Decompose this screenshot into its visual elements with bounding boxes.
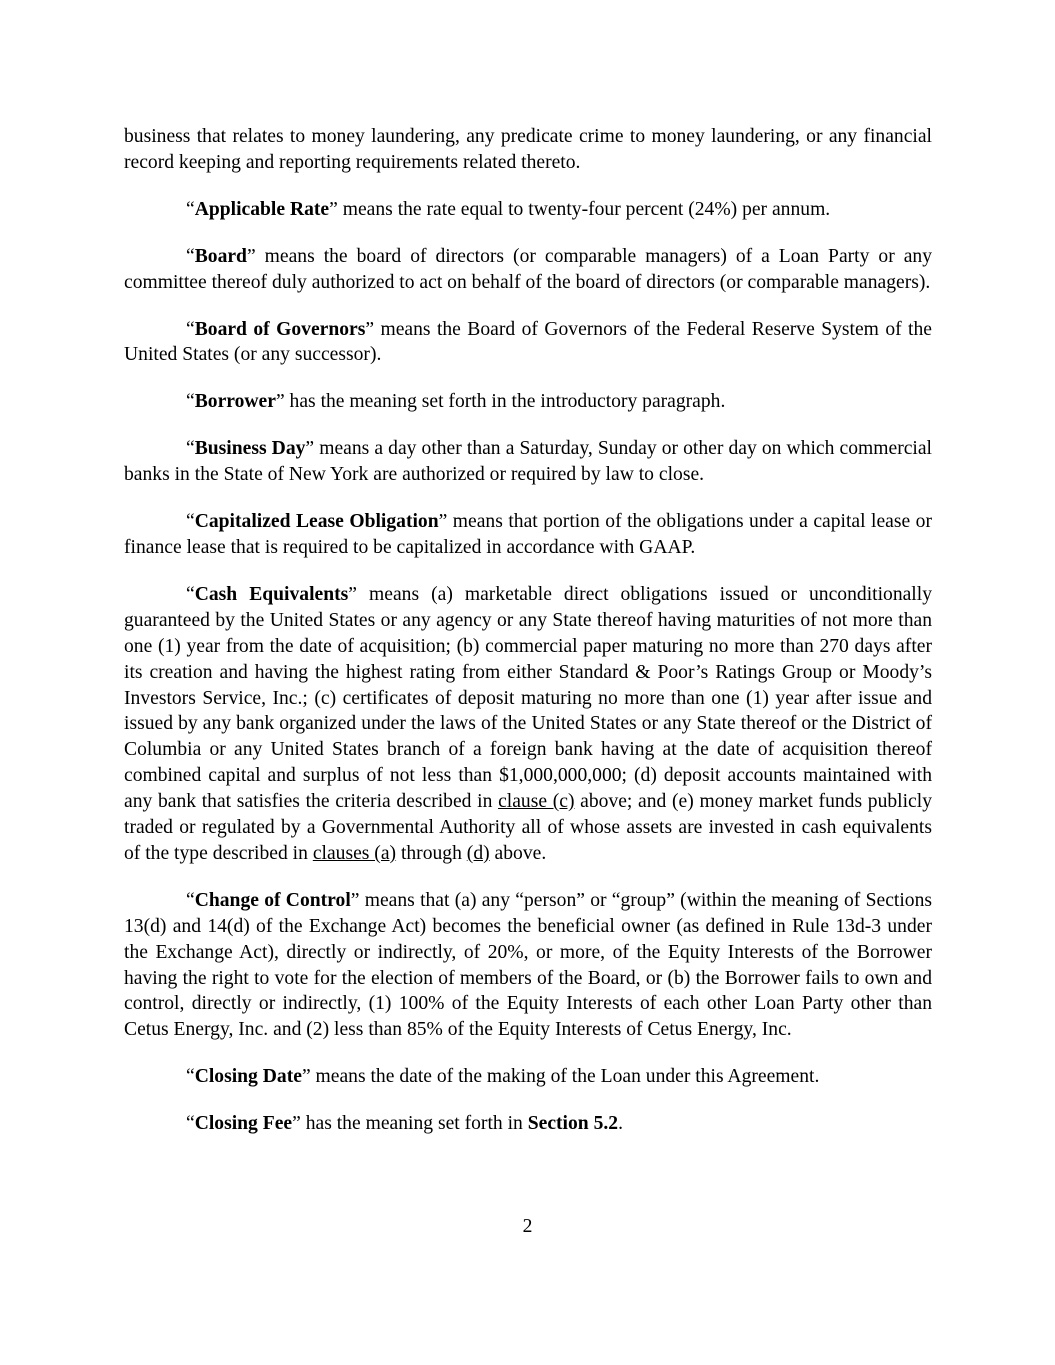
defined-term: Board of Governors: [194, 318, 366, 340]
defined-term: Business Day: [194, 438, 306, 460]
defined-term: Applicable Rate: [194, 198, 330, 220]
definition-paragraph: [124, 509, 932, 561]
paragraph-text: “: [186, 583, 195, 605]
defined-term: Borrower: [194, 391, 276, 413]
definition-paragraph: [124, 317, 932, 369]
defined-term: Board: [194, 245, 247, 267]
page-number: 2: [522, 1216, 533, 1237]
definition-paragraph: [124, 582, 932, 867]
paragraph-text: ” means the board of directors (or comparable managers) of a Loan Party or any committee thereof duly authorized to act on behalf of the board of directors (or comparable managers).: [124, 245, 932, 293]
paragraph-text: “: [186, 1066, 195, 1088]
paragraph-text: ” means the Board of Governors of the Federal Reserve System of the United States (or any successor).: [124, 318, 932, 366]
definition-paragraph: [124, 1064, 932, 1090]
paragraph-text: “: [186, 438, 195, 460]
paragraph-text: ” means that portion of the obligations under a capital lease or finance lease that is required to be capitalized in accordance with GAAP.: [124, 511, 932, 558]
clause-reference: clauses (a): [312, 842, 397, 864]
paragraph-text: ” means a day other than a Saturday, Sunday or other day on which commercial banks in the State of New York are authorized or required by law to close.: [124, 438, 932, 486]
paragraph-text: “: [186, 318, 195, 340]
paragraph-text: above; and (e) money market funds publicly traded or regulated by a Governmental Authority all of whose assets are invested in cash equivalents of the type described in: [124, 791, 932, 864]
definition-paragraph: [124, 197, 932, 223]
paragraph-text: ” means the date of the making of the Loan under this Agreement.: [301, 1066, 820, 1088]
definition-paragraph: [124, 888, 932, 1043]
defined-term: Change of Control: [194, 889, 351, 911]
paragraph-text: “: [186, 198, 195, 220]
clause-reference: clause (c): [498, 791, 575, 813]
paragraph-text: “: [186, 1113, 195, 1135]
definition-paragraph: [124, 1111, 932, 1137]
paragraph-text: through: [396, 842, 467, 864]
definition-paragraph: [124, 389, 932, 415]
document-page: [124, 124, 932, 1158]
paragraph-text: ” has the meaning set forth in: [292, 1113, 528, 1135]
defined-term: Closing Date: [194, 1066, 302, 1088]
paragraph-text: business that relates to money laundering, any predicate crime to money laundering, or any financial record keeping and reporting requirements related thereto.: [124, 126, 932, 173]
paragraph-text: ” means the rate equal to twenty-four percent (24%) per annum.: [329, 198, 831, 220]
defined-term: Capitalized Lease Obligation: [194, 511, 439, 533]
paragraph-text: “: [186, 245, 195, 267]
paragraph-text: “: [186, 889, 195, 911]
definition-paragraph: [124, 244, 932, 296]
paragraph-text: ” means that (a) any “person” or “group” (within the meaning of Sections 13(d) and 14(d) of the Exchange Act) becomes the beneficial owner (as defined in Rule 13d-3 under the Exchange Act), directly or indirectly, of 20%, or more, of the Equity Interests of the Borrower having the right to vote for the election of members of the Board, or (b) the Borrower fails to own and control, directly or indirectly, (1) 100% of the Equity Interests of each other Loan Party other than Cetus Energy, Inc. and (2) less than 85% of the Equity Interests of Cetus Energy, Inc.: [124, 889, 932, 1041]
paragraph-text: above.: [489, 842, 547, 864]
paragraph-text: “: [186, 511, 195, 533]
paragraph-text: ” means (a) marketable direct obligations issued or unconditionally guaranteed by the United States or any agency or any State thereof having maturities of not more than one (1) year from the date of acquisition; (b) commercial paper maturing no more than 270 days after its creation and having the highest rating from either Standard & Poor’s Ratings Group or Moody’s Investors Service, Inc.; (c) certificates of deposit maturing no more than one (1) year after issue and issued by any bank organized under the laws of the United States or any State thereof or the District of Columbia or any United States branch of a foreign bank having at the date of acquisition thereof combined capital and surplus of not less than $1,000,000,000; (d) deposit accounts maintained with any bank that satisfies the criteria described in: [124, 583, 932, 813]
clause-reference: (d): [466, 842, 490, 864]
section-reference: Section 5.2: [527, 1113, 619, 1135]
paragraph-text: .: [618, 1113, 623, 1135]
defined-term: Cash Equivalents: [194, 583, 349, 605]
definition-paragraph: [124, 436, 932, 488]
paragraph-text: “: [186, 391, 195, 413]
paragraph-text: ” has the meaning set forth in the introductory paragraph.: [275, 391, 726, 413]
continued-paragraph: [124, 124, 932, 176]
definitions-section: [124, 124, 932, 1137]
defined-term: Closing Fee: [194, 1113, 293, 1135]
